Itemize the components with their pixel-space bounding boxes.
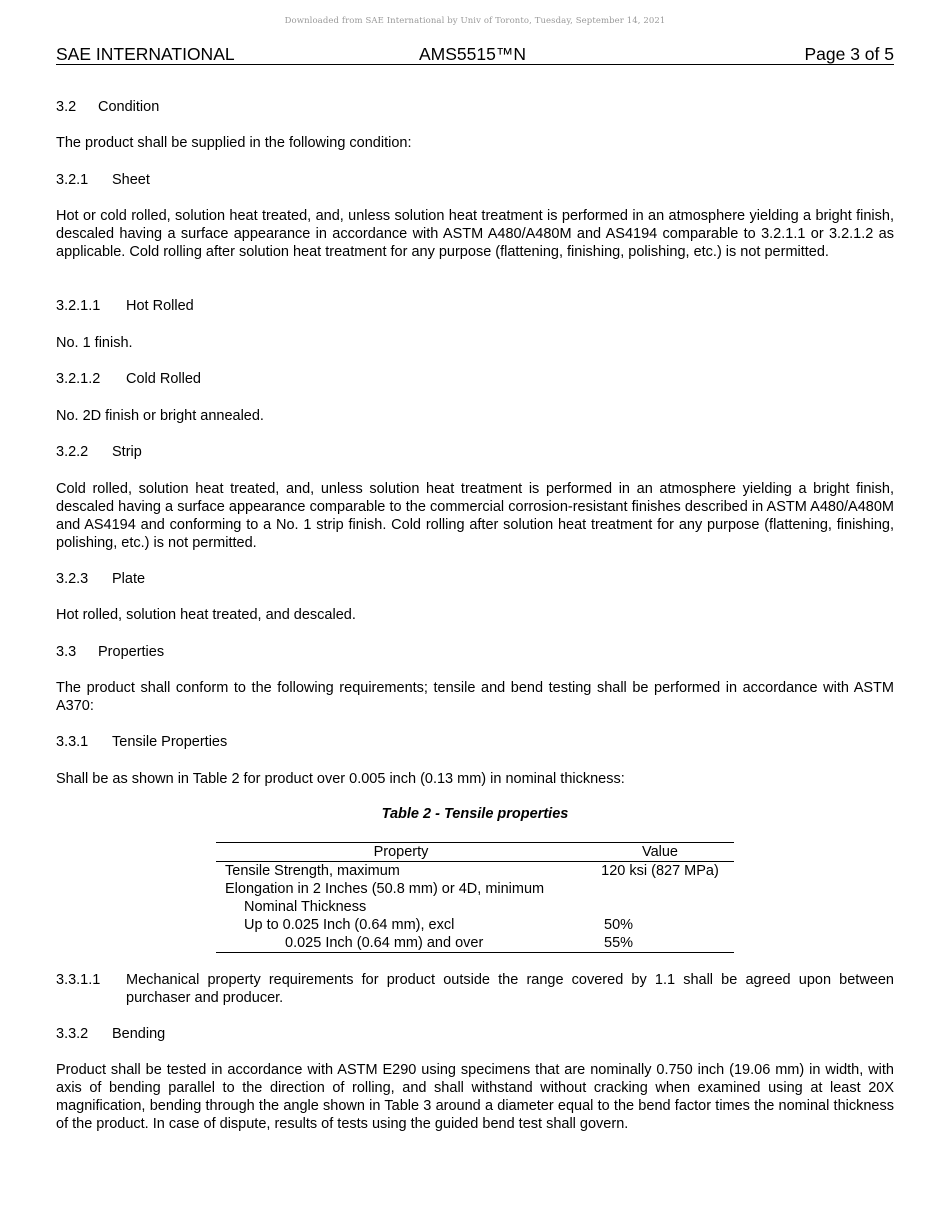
section-number: 3.2.1.1 (56, 298, 101, 314)
heading-3-2-1-2 (56, 370, 894, 388)
table-header-row (216, 843, 734, 862)
page-header (56, 44, 894, 65)
paragraph-3-2-1-1: No. 1 finish. (56, 335, 133, 351)
paragraph-3-2-2: Cold rolled, solution heat treated, and, unless solution heat treatment is performed in an atmosphere yielding a bright finish, descaled having a surface appearance comparable to the commercial corrosion-resistant finishes described in ASTM A480/A480M and AS4194 and conforming to a No. 1 strip finish. Cold rolling after solution heat treatment for any purpose (flattening, finishing, polishing, etc.) is not permitted. (56, 481, 894, 551)
section-number: 3.3.1 (56, 734, 89, 750)
section-number: 3.2.3 (56, 571, 89, 587)
section-number: 3.3.1.1 (56, 972, 101, 988)
paragraph-3-2-1: Hot or cold rolled, solution heat treated, and, unless solution heat treatment is performed in an atmosphere yielding a bright finish, descaled having a surface appearance in accordance with ASTM A480/A480M and AS4194 comparable to 3.2.1.1 or 3.2.1.2 as applicable. Cold rolling after solution heat treatment for any purpose (flattening, finishing, polishing, etc.) is not permitted. (56, 208, 894, 260)
header-page-number: Page 3 of 5 (804, 44, 894, 64)
section-title: Bending (112, 1026, 166, 1042)
column-header-property: Property (216, 843, 586, 862)
value-cell (586, 880, 734, 898)
section-number: 3.2.1 (56, 172, 89, 188)
section-title: Strip (112, 444, 142, 460)
property-cell: Tensile Strength, maximum (225, 863, 400, 879)
heading-3-3 (56, 643, 894, 661)
property-cell: 0.025 Inch (0.64 mm) and over (285, 935, 484, 951)
heading-3-3-1 (56, 733, 894, 751)
paragraph-3-3-1: Shall be as shown in Table 2 for product over 0.005 inch (0.13 mm) in nominal thickness: (56, 771, 625, 787)
section-number: 3.3.2 (56, 1026, 89, 1042)
paragraph-3-2: The product shall be supplied in the following condition: (56, 135, 412, 151)
value-cell: 120 ksi (827 MPa) (601, 863, 719, 879)
value-cell: 50% (604, 917, 634, 933)
section-title: Sheet (112, 172, 150, 188)
section-text: Mechanical property requirements for product outside the range covered by 1.1 shall be agreed upon between purchaser and producer. (126, 972, 894, 1006)
heading-3-2-3 (56, 570, 894, 588)
table-row (216, 916, 734, 934)
paragraph-3-2-3: Hot rolled, solution heat treated, and descaled. (56, 607, 356, 623)
section-title: Plate (112, 571, 146, 587)
section-title: Cold Rolled (126, 371, 201, 387)
download-watermark: Downloaded from SAE International by Univ of Toronto, Tuesday, September 14, 2021 (284, 16, 666, 26)
paragraph-3-2-1-2: No. 2D finish or bright annealed. (56, 408, 264, 424)
heading-3-2 (56, 98, 894, 116)
header-org: SAE INTERNATIONAL (56, 44, 235, 64)
paragraph-3-3: The product shall conform to the following requirements; tensile and bend testing shall be performed in accordance with ASTM A370: (56, 680, 894, 714)
property-cell: Up to 0.025 Inch (0.64 mm), excl (244, 917, 455, 933)
table-row (216, 862, 734, 881)
paragraph-3-3-2: Product shall be tested in accordance with ASTM E290 using specimens that are nominally 0.750 inch (19.06 mm) in width, with axis of bending parallel to the direction of rolling, and shall withstand without cracking when examined using at least 20X magnification, bending through the angle shown in Table 3 around a diameter equal to the bend factor times the nominal thickness of the product. In case of dispute, results of tests using the guided bend test shall govern. (56, 1062, 894, 1132)
paragraph-3-3-1-1 (56, 971, 894, 1007)
section-title: Tensile Properties (112, 734, 228, 750)
value-cell: 55% (604, 935, 634, 951)
heading-3-2-1 (56, 171, 894, 189)
section-number: 3.2 (56, 99, 77, 115)
section-title: Hot Rolled (126, 298, 194, 314)
table-caption: Table 2 - Tensile properties (381, 806, 569, 822)
header-doc-id: AMS5515™N (419, 44, 526, 64)
section-title: Properties (98, 644, 165, 660)
table-row (216, 934, 734, 953)
heading-3-2-1-1 (56, 297, 894, 315)
section-number: 3.3 (56, 644, 77, 660)
section-number: 3.2.2 (56, 444, 89, 460)
property-cell: Nominal Thickness (244, 899, 367, 915)
table-row (216, 880, 734, 898)
value-cell (586, 898, 734, 916)
heading-3-2-2 (56, 443, 894, 461)
tensile-properties-table (216, 842, 734, 953)
column-header-value: Value (586, 843, 734, 862)
heading-3-3-2 (56, 1025, 894, 1043)
table-row (216, 898, 734, 916)
section-title: Condition (98, 99, 160, 115)
section-number: 3.2.1.2 (56, 371, 101, 387)
property-cell: Elongation in 2 Inches (50.8 mm) or 4D, minimum (225, 881, 545, 897)
